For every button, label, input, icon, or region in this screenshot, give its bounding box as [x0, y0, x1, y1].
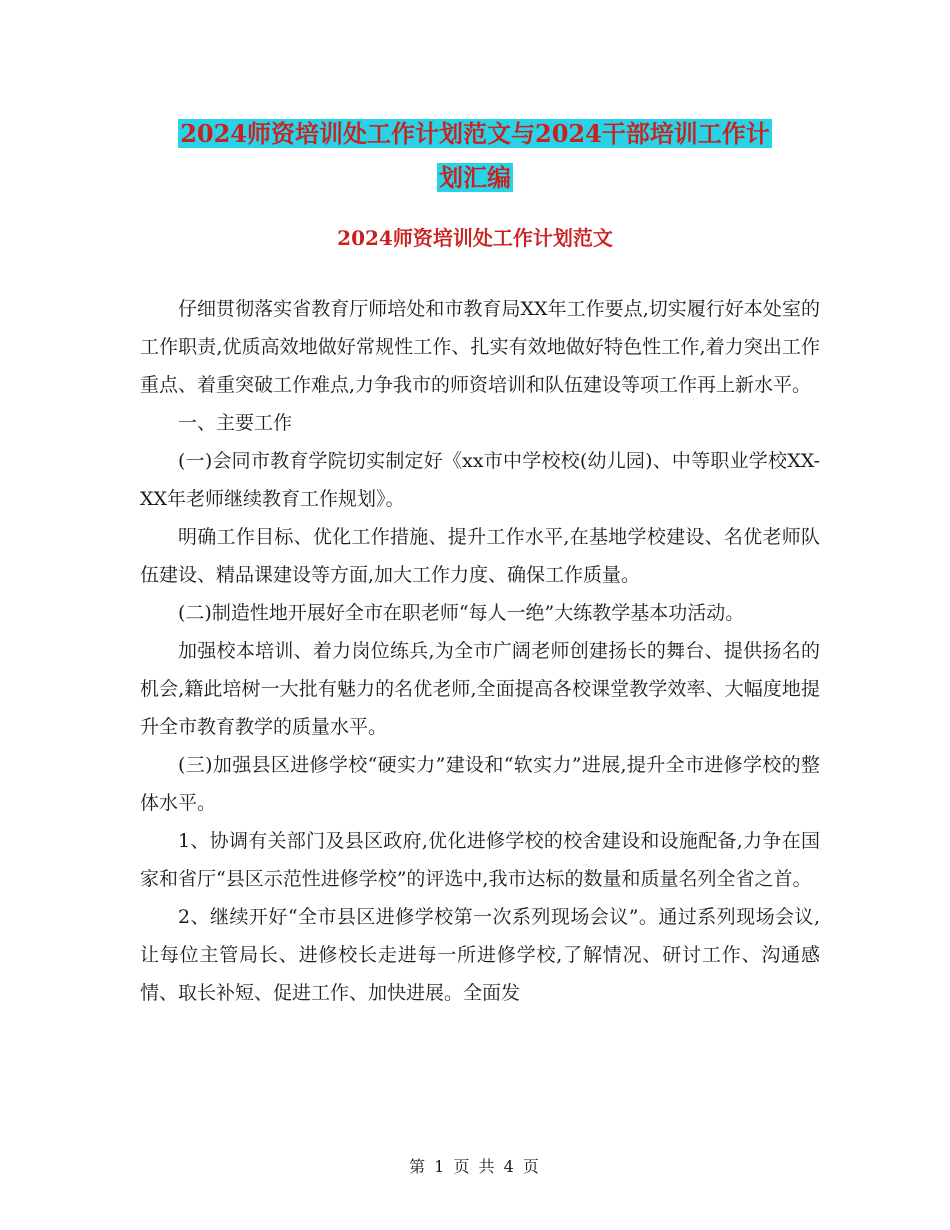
page-footer: 第 1 页 共 4 页 — [409, 1157, 541, 1176]
document-title-line1: 2024师资培训处工作计划范文与2024干部培训工作计 — [180, 119, 770, 148]
paragraph-item-1: (一)会同市教育学院切实制定好《xx市中学校校(幼儿园)、中等职业学校XX-XX年老师继续教育工作规划》。 — [140, 450, 820, 510]
document-title — [0, 112, 950, 200]
document-title-line2: 划汇编 — [439, 163, 511, 192]
paragraph-item-2-detail: 加强校本培训、着力岗位练兵,为全市广阔老师创建扬长的舞台、提供扬名的机会,籍此培树一大批有魅力的名优老师,全面提高各校课堂教学效率、大幅度地提升全市教育教学的质量水平。 — [140, 640, 820, 738]
paragraph-item-3-sub-1: 1、协调有关部门及县区政府,优化进修学校的校舍建设和设施配备,力争在国家和省厅“县区示范性进修学校”的评选中,我市达标的数量和质量名列全省之首。 — [140, 830, 820, 890]
paragraph-item-1-detail: 明确工作目标、优化工作措施、提升工作水平,在基地学校建设、名优老师队伍建设、精品课建设等方面,加大工作力度、确保工作质量。 — [140, 526, 820, 586]
paragraph-item-3-sub-2: 2、继续开好“全市县区进修学校第一次系列现场会议”。通过系列现场会议,让每位主管局长、进修校长走进每一所进修学校,了解情况、研讨工作、沟通感情、取长补短、促进工作、加快进展。全面发 — [140, 906, 820, 1004]
heading-main-work: 一、主要工作 — [178, 412, 293, 434]
section-title: 2024师资培训处工作计划范文 — [337, 226, 613, 250]
paragraph-item-3: (三)加强县区进修学校“硬实力”建设和“软实力”进展,提升全市进修学校的整体水平。 — [140, 754, 820, 814]
paragraph-intro: 仔细贯彻落实省教育厅师培处和市教育局XX年工作要点,切实履行好本处室的工作职责,优质高效地做好常规性工作、扎实有效地做好特色性工作,着力突出工作重点、着重突破工作难点,力争我市的师资培训和队伍建设等项工作再上新水平。 — [140, 298, 820, 396]
paragraph-item-2: (二)制造性地开展好全市在职老师“每人一绝”大练教学基本功活动。 — [178, 602, 745, 624]
document-body — [140, 290, 820, 1012]
